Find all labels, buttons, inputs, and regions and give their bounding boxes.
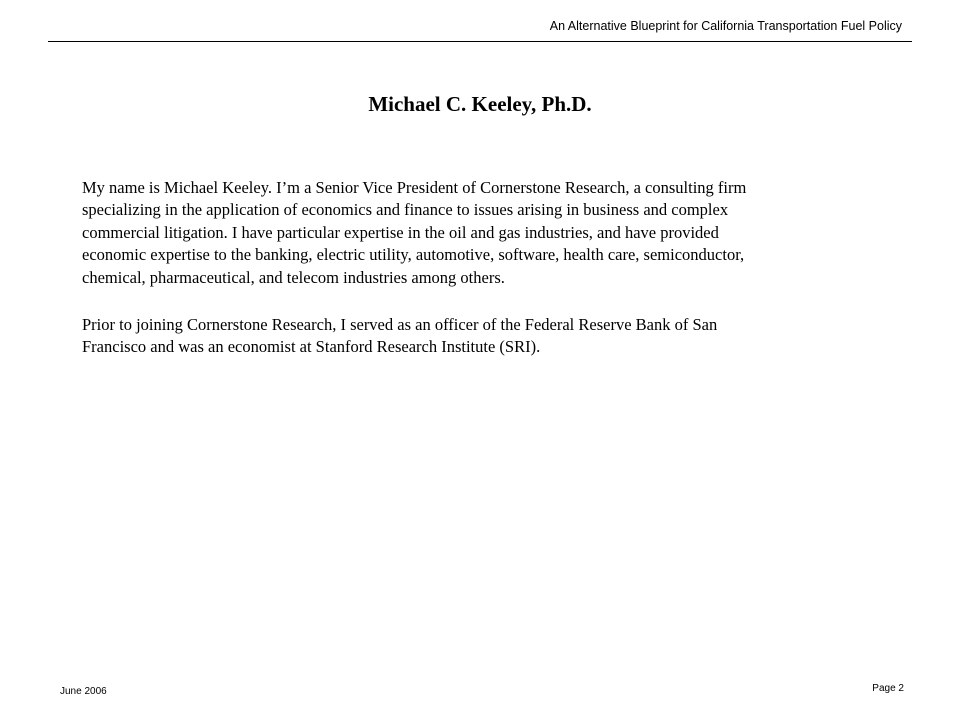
bio-paragraph-1: [82, 177, 872, 289]
paragraph-line: commercial litigation. I have particular expertise in the oil and gas industries, and have provided: [82, 222, 719, 242]
paragraph-line: economic expertise to the banking, electric utility, automotive, software, health care, semiconductor,: [82, 245, 745, 265]
header-title: An Alternative Blueprint for California Transportation Fuel Policy: [549, 19, 902, 33]
paragraph-line: chemical, pharmaceutical, and telecom industries among others.: [82, 267, 505, 287]
page-title: Michael C. Keeley, Ph.D.: [368, 92, 592, 116]
paragraph-line: Francisco and was an economist at Stanford Research Institute (SRI).: [82, 337, 541, 357]
paragraph-line: My name is Michael Keeley. I’m a Senior Vice President of Cornerstone Research, a consulting firm: [82, 178, 747, 197]
paragraph-line: specializing in the application of economics and finance to issues arising in business and complex: [82, 200, 729, 220]
footer-page-number: Page 2: [872, 683, 904, 694]
paragraph-line: Prior to joining Cornerstone Research, I served as an officer of the Federal Reserve Bank of San: [82, 315, 718, 334]
footer-date: June 2006: [60, 686, 107, 697]
header-divider: [48, 41, 912, 42]
bio-paragraph-2: [82, 314, 872, 359]
